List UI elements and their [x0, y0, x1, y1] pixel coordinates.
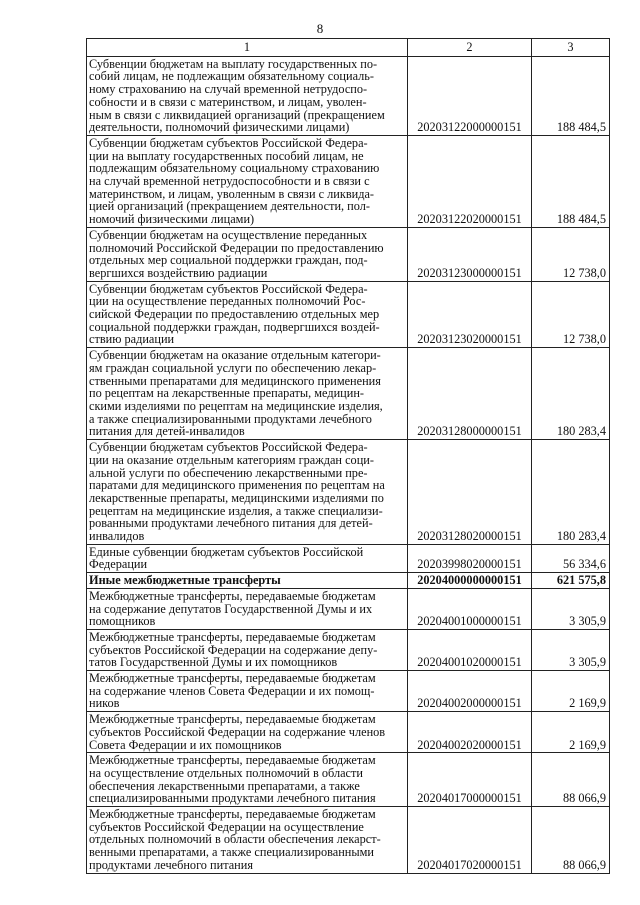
budget-classification-code: 20204001000000151: [408, 588, 532, 629]
description-line: Субвенции бюджетам на выплату государственных по-: [89, 56, 378, 71]
description-line: ному страхованию на случай временной нетрудоспо-: [89, 82, 368, 97]
table-row: [87, 573, 610, 589]
budget-table: [86, 38, 610, 874]
description-line: цией организаций (прекращением деятельности, пол-: [89, 199, 370, 214]
row-description: [87, 629, 408, 670]
description-line: на содержание членов Совета Федерации и их помощ-: [89, 683, 375, 698]
table-row: [87, 629, 610, 670]
description-line: номочий физическими лицами): [89, 212, 255, 227]
description-line: Субвенции бюджетам субъектов Российской Федера-: [89, 135, 368, 150]
table-row: [87, 671, 610, 712]
description-line: собий лицам, не подлежащим обязательному социаль-: [89, 69, 374, 84]
description-line: субъектов Российской Федерации на осуществление: [89, 819, 364, 834]
amount: 3 305,9: [532, 588, 610, 629]
description-line: ников: [89, 696, 120, 711]
table-row: [87, 753, 610, 807]
description-line: ции на выплату государственных пособий лицам, не: [89, 148, 364, 163]
budget-classification-code: 20203128000000151: [408, 348, 532, 440]
description-line: Субвенции бюджетам на осуществление переданных: [89, 227, 368, 242]
row-description: [87, 807, 408, 874]
description-line: на осуществление отдельных полномочий в области: [89, 765, 363, 780]
description-line: на случай временной нетрудоспособности и в связи с: [89, 174, 370, 189]
row-description: [87, 671, 408, 712]
description-line: Субвенции бюджетам субъектов Российской Федера-: [89, 281, 368, 296]
description-line: инвалидов: [89, 529, 145, 544]
description-line: Межбюджетные трансферты, передаваемые бюджетам: [89, 671, 376, 686]
description-line: продуктами лечебного питания: [89, 857, 253, 872]
column-header-2: 2: [408, 39, 532, 57]
budget-classification-code: 20204001020000151: [408, 629, 532, 670]
description-line: ствию радиации: [89, 332, 175, 347]
description-line: альной услуги по обеспечению лекарственными пре-: [89, 465, 368, 480]
column-header-3: 3: [532, 39, 610, 57]
table-row: [87, 227, 610, 281]
budget-classification-code: 20204017020000151: [408, 807, 532, 874]
description-line: собности и в связи с материнством, и лицам, уволен-: [89, 94, 367, 109]
budget-classification-code: 20204002000000151: [408, 671, 532, 712]
description-line: ции на оказание отдельным категориям граждан соци-: [89, 452, 374, 467]
table-row: [87, 807, 610, 874]
amount: 621 575,8: [532, 573, 610, 589]
column-header-1: 1: [87, 39, 408, 57]
table-row: [87, 348, 610, 440]
description-line: специализированными продуктами лечебного питания: [89, 791, 376, 806]
description-line: отдельных мер социальной поддержки граждан, под-: [89, 253, 368, 268]
table-row: [87, 56, 610, 135]
description-line: помощников: [89, 614, 156, 629]
table-row: [87, 588, 610, 629]
description-line: паратами для медицинского применения по рецептам на: [89, 478, 385, 493]
description-line: Федерации: [89, 557, 148, 572]
table-header-row: [87, 39, 610, 57]
table-row: [87, 135, 610, 227]
row-description: [87, 227, 408, 281]
description-line: ям граждан социальной услуги по обеспечению лекар-: [89, 360, 377, 375]
amount: 12 738,0: [532, 281, 610, 348]
amount: 12 738,0: [532, 227, 610, 281]
budget-classification-code: 20204017000000151: [408, 753, 532, 807]
amount: 188 484,5: [532, 135, 610, 227]
description-line: Иные межбюджетные трансферты: [89, 573, 281, 588]
description-line: Межбюджетные трансферты, передаваемые бюджетам: [89, 807, 376, 822]
budget-classification-code: 20204002020000151: [408, 712, 532, 753]
amount: 88 066,9: [532, 807, 610, 874]
amount: 88 066,9: [532, 753, 610, 807]
table-row: [87, 712, 610, 753]
description-line: Совета Федерации и их помощников: [89, 737, 282, 752]
description-line: вергшихся воздействию радиации: [89, 265, 268, 280]
description-line: лекарственные препараты, медицинскими изделиями по: [89, 490, 384, 505]
description-line: ным в связи с ликвидацией организаций (прекращением: [89, 107, 385, 122]
description-line: обеспечения лекарственными препаратами, а также: [89, 778, 360, 793]
description-line: на содержание депутатов Государственной Думы и их: [89, 601, 373, 616]
budget-classification-code: 20204000000000151: [408, 573, 532, 589]
description-line: Межбюджетные трансферты, передаваемые бюджетам: [89, 588, 376, 603]
row-description: [87, 544, 408, 572]
description-line: Межбюджетные трансферты, передаваемые бюджетам: [89, 712, 376, 727]
row-description: [87, 588, 408, 629]
amount: 3 305,9: [532, 629, 610, 670]
description-line: полномочий Российской Федерации по предоставлению: [89, 240, 384, 255]
description-line: субъектов Российской Федерации на содержание членов: [89, 724, 386, 739]
description-line: Межбюджетные трансферты, передаваемые бюджетам: [89, 629, 376, 644]
table-row: [87, 281, 610, 348]
page-number: 8: [316, 21, 324, 36]
description-line: Единые субвенции бюджетам субъектов Российской: [89, 544, 364, 559]
description-line: деятельности, полномочий физическими лицами): [89, 120, 350, 135]
row-description: [87, 753, 408, 807]
description-line: Субвенции бюджетам субъектов Российской Федера-: [89, 440, 368, 455]
budget-classification-code: 20203998020000151: [408, 544, 532, 572]
description-line: а также специализированными продуктами лечебного: [89, 411, 372, 426]
description-line: Межбюджетные трансферты, передаваемые бюджетам: [89, 753, 376, 768]
budget-classification-code: 20203128020000151: [408, 440, 532, 545]
description-line: по рецептам на лекарственные препараты, медицин-: [89, 386, 364, 401]
description-line: ственными препаратами для медицинского применения: [89, 373, 381, 388]
description-line: подлежащим обязательному социальному страхованию: [89, 161, 380, 176]
budget-classification-code: 20203123020000151: [408, 281, 532, 348]
description-line: субъектов Российской Федерации на содержание депу-: [89, 642, 378, 657]
row-description: [87, 348, 408, 440]
amount: 2 169,9: [532, 671, 610, 712]
row-description: [87, 281, 408, 348]
description-line: рецептам на медицинские изделия, а также специализи-: [89, 503, 383, 518]
table-row: [87, 440, 610, 545]
table-body: [87, 56, 610, 873]
description-line: татов Государственной Думы и их помощников: [89, 655, 338, 670]
row-description: [87, 712, 408, 753]
description-line: сийской Федерации по предоставлению отдельных мер: [89, 307, 380, 322]
row-description: [87, 56, 408, 135]
amount: 2 169,9: [532, 712, 610, 753]
amount: 180 283,4: [532, 440, 610, 545]
description-line: материнством, и лицам, уволенным в связи с ликвида-: [89, 186, 375, 201]
description-line: отдельных полномочий в области обеспечения лекарст-: [89, 832, 381, 847]
description-line: питания для детей-инвалидов: [89, 424, 245, 439]
budget-classification-code: 20203123000000151: [408, 227, 532, 281]
description-line: ции на осуществление переданных полномочий Рос-: [89, 294, 366, 309]
budget-classification-code: 20203122020000151: [408, 135, 532, 227]
budget-classification-code: 20203122000000151: [408, 56, 532, 135]
table-row: [87, 544, 610, 572]
amount: 56 334,6: [532, 544, 610, 572]
row-description: [87, 135, 408, 227]
description-line: венными препаратами, а также специализированными: [89, 845, 374, 860]
description-line: скими изделиями по рецептам на медицинские изделия,: [89, 398, 383, 413]
amount: 180 283,4: [532, 348, 610, 440]
row-description: [87, 440, 408, 545]
amount: 188 484,5: [532, 56, 610, 135]
description-line: социальной поддержки граждан, подвергшихся воздей-: [89, 319, 380, 334]
row-description: [87, 573, 408, 589]
description-line: Субвенции бюджетам на оказание отдельным категори-: [89, 348, 381, 363]
description-line: рованными продуктами лечебного питания для детей-: [89, 516, 373, 531]
